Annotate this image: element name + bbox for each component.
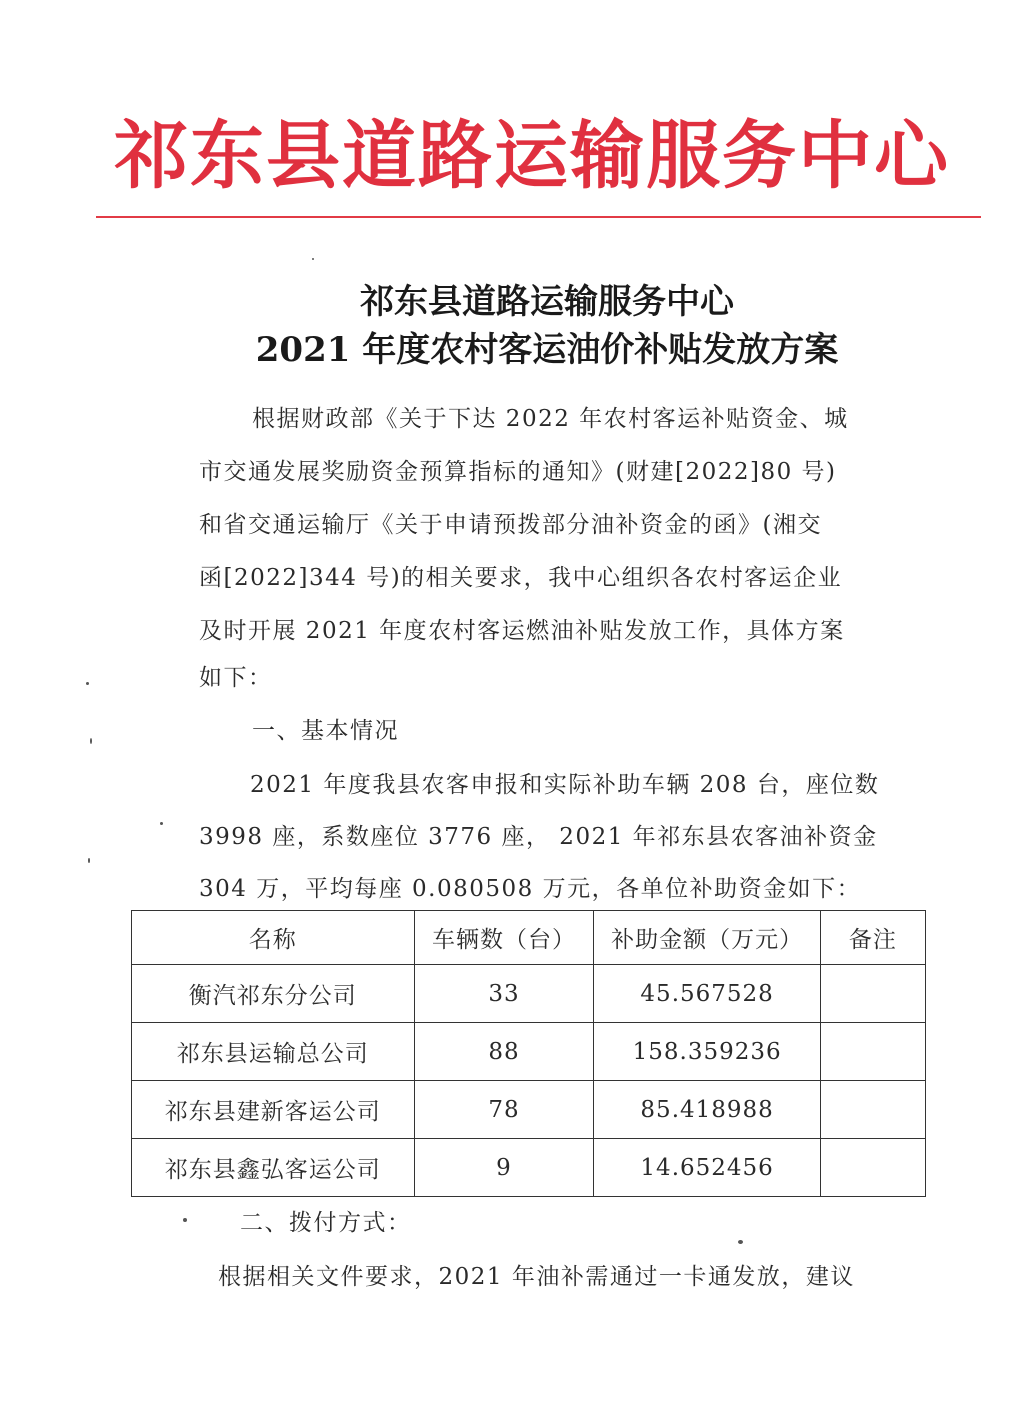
intro-line-2: 市交通发展奖励资金预算指标的通知》(财建[2022]80 号) (199, 459, 837, 485)
intro-line-6: 如下： (199, 665, 273, 691)
letterhead-red-rule (96, 216, 981, 218)
cell-vehicles: 9 (414, 1139, 594, 1197)
scan-speck (90, 738, 92, 744)
table-row (132, 1081, 926, 1139)
cell-name: 衡汽祁东分公司 (132, 965, 415, 1023)
scan-speck (86, 682, 89, 685)
intro-line-3: 和省交通运输厅《关于申请预拨部分油补资金的函》(湘交 (199, 512, 822, 538)
document-title-line2: 2021 年度农村客运油价补贴发放方案 (255, 330, 839, 370)
header-vehicles: 车辆数（台） (414, 911, 594, 965)
cell-note (820, 1081, 925, 1139)
table-row (132, 1139, 926, 1197)
intro-line-1: 根据财政部《关于下达 2022 年农村客运补贴资金、城 (252, 406, 849, 432)
cell-vehicles: 78 (414, 1081, 594, 1139)
subsidy-table (131, 910, 926, 1197)
table-header-row (132, 911, 926, 965)
letterhead-org-name: 祁东县道路运输服务中心 (114, 113, 950, 199)
scan-speck (312, 258, 314, 260)
table-row (132, 1023, 926, 1081)
cell-note (820, 1023, 925, 1081)
scan-speck (738, 1240, 743, 1244)
document-title-line1: 祁东县道路运输服务中心 (360, 282, 734, 322)
cell-vehicles: 33 (414, 965, 594, 1023)
cell-name: 祁东县建新客运公司 (132, 1081, 415, 1139)
cell-name: 祁东县鑫弘客运公司 (132, 1139, 415, 1197)
section1-line-2: 3998 座，系数座位 3776 座， 2021 年祁东县农客油补资金 (199, 824, 878, 850)
section1-line-1: 2021 年度我县农客申报和实际补助车辆 208 台，座位数 (250, 772, 880, 798)
header-name: 名称 (132, 911, 415, 965)
intro-line-4: 函[2022]344 号)的相关要求，我中心组织各农村客运企业 (199, 565, 843, 591)
cell-note (820, 965, 925, 1023)
cell-name: 祁东县运输总公司 (132, 1023, 415, 1081)
scan-speck (160, 822, 163, 825)
scan-speck (88, 858, 90, 863)
cell-amount: 158.359236 (594, 1023, 820, 1081)
section2-line-1: 根据相关文件要求，2021 年油补需通过一卡通发放，建议 (218, 1264, 855, 1290)
section1-heading: 一、基本情况 (252, 718, 399, 744)
cell-vehicles: 88 (414, 1023, 594, 1081)
scan-speck (183, 1218, 187, 1222)
section2-heading: 二、拨付方式： (240, 1210, 412, 1236)
header-amount: 补助金额（万元） (594, 911, 820, 965)
cell-amount: 45.567528 (594, 965, 820, 1023)
cell-amount: 14.652456 (594, 1139, 820, 1197)
intro-line-5: 及时开展 2021 年度农村客运燃油补贴发放工作，具体方案 (199, 618, 845, 644)
header-note: 备注 (820, 911, 925, 965)
cell-amount: 85.418988 (594, 1081, 820, 1139)
section1-line-3: 304 万，平均每座 0.080508 万元，各单位补助资金如下： (199, 876, 862, 902)
table-row (132, 965, 926, 1023)
cell-note (820, 1139, 925, 1197)
